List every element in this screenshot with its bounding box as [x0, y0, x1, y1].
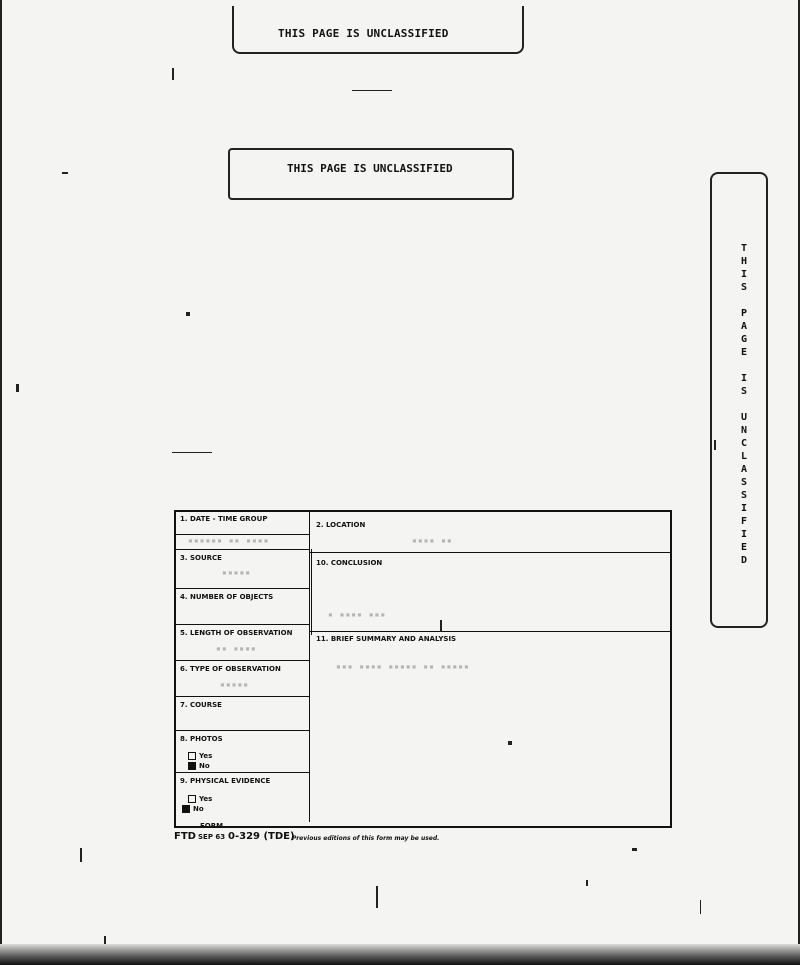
- type-of-observation-label: 6. TYPE OF OBSERVATION: [180, 665, 281, 673]
- number-of-objects-label: 4. NUMBER OF OBJECTS: [180, 593, 274, 601]
- side-stamp-letter: S: [740, 386, 748, 397]
- side-stamp-letter: U: [740, 412, 748, 423]
- summary-value-faded: ▪▪▪ ▪▪▪▪ ▪▪▪▪▪ ▪▪ ▪▪▪▪▪: [336, 662, 470, 671]
- source-value-faded: ▪▪▪▪▪: [222, 568, 252, 577]
- side-stamp-letter: A: [740, 464, 748, 475]
- location-value-faded: ▪▪▪▪ ▪▪: [412, 536, 453, 545]
- side-stamp-letter: F: [740, 516, 748, 527]
- source-label: 3. SOURCE: [180, 554, 222, 562]
- conclusion-value-faded: ▪ ▪▪▪▪ ▪▪▪: [328, 610, 387, 619]
- physical-evidence-label: 9. PHYSICAL EVIDENCE: [180, 777, 271, 785]
- side-stamp-letter: S: [740, 477, 748, 488]
- footer-date: SEP 63: [198, 833, 226, 841]
- photos-yes-text: Yes: [199, 752, 213, 760]
- side-stamp-letter: G: [740, 334, 748, 345]
- side-stamp-letter: N: [740, 425, 748, 436]
- footer-ftd: FTD: [174, 831, 196, 842]
- footer-form-word: FORM: [200, 822, 224, 830]
- length-value-faded: ▪▪ ▪▪▪▪: [216, 644, 257, 653]
- type-value-faded: ▪▪▪▪▪: [220, 680, 250, 689]
- course-label: 7. COURSE: [180, 701, 222, 709]
- location-label: 2. LOCATION: [316, 521, 366, 529]
- classification-stamp-top-text: THIS PAGE IS UNCLASSIFIED: [278, 27, 449, 40]
- length-of-observation-label: 5. LENGTH OF OBSERVATION: [180, 629, 293, 637]
- side-stamp-letter: I: [740, 503, 748, 514]
- date-time-group-value-faded: ▪▪▪▪▪▪ ▪▪ ▪▪▪▪: [188, 536, 270, 545]
- side-stamp-letter: S: [740, 490, 748, 501]
- side-stamp-letter: L: [740, 451, 748, 462]
- side-stamp-letter: H: [740, 256, 748, 267]
- brief-summary-label: 11. BRIEF SUMMARY AND ANALYSIS: [316, 635, 457, 643]
- conclusion-label: 10. CONCLUSION: [316, 559, 383, 567]
- footer-form-code: 0-329 (TDE): [228, 831, 295, 842]
- classification-stamp-middle-text: THIS PAGE IS UNCLASSIFIED: [287, 162, 453, 175]
- side-stamp-letter: I: [740, 373, 748, 384]
- side-stamp-letter: E: [740, 347, 748, 358]
- evidence-no-text: No: [193, 805, 204, 813]
- side-stamp-letter: D: [740, 555, 748, 566]
- side-stamp-letter: P: [740, 308, 748, 319]
- side-stamp-letter: I: [740, 269, 748, 280]
- photos-label: 8. PHOTOS: [180, 735, 223, 743]
- photos-no-text: No: [199, 762, 210, 770]
- date-time-group-label: 1. DATE - TIME GROUP: [180, 515, 268, 523]
- evidence-yes-text: Yes: [199, 795, 213, 803]
- side-stamp-letter: A: [740, 321, 748, 332]
- side-stamp-letter: E: [740, 542, 748, 553]
- side-stamp-letter: C: [740, 438, 748, 449]
- side-stamp-letter: S: [740, 282, 748, 293]
- side-stamp-letter: T: [740, 243, 748, 254]
- side-stamp-letter: I: [740, 529, 748, 540]
- footer-note: Previous editions of this form may be used.: [292, 835, 440, 842]
